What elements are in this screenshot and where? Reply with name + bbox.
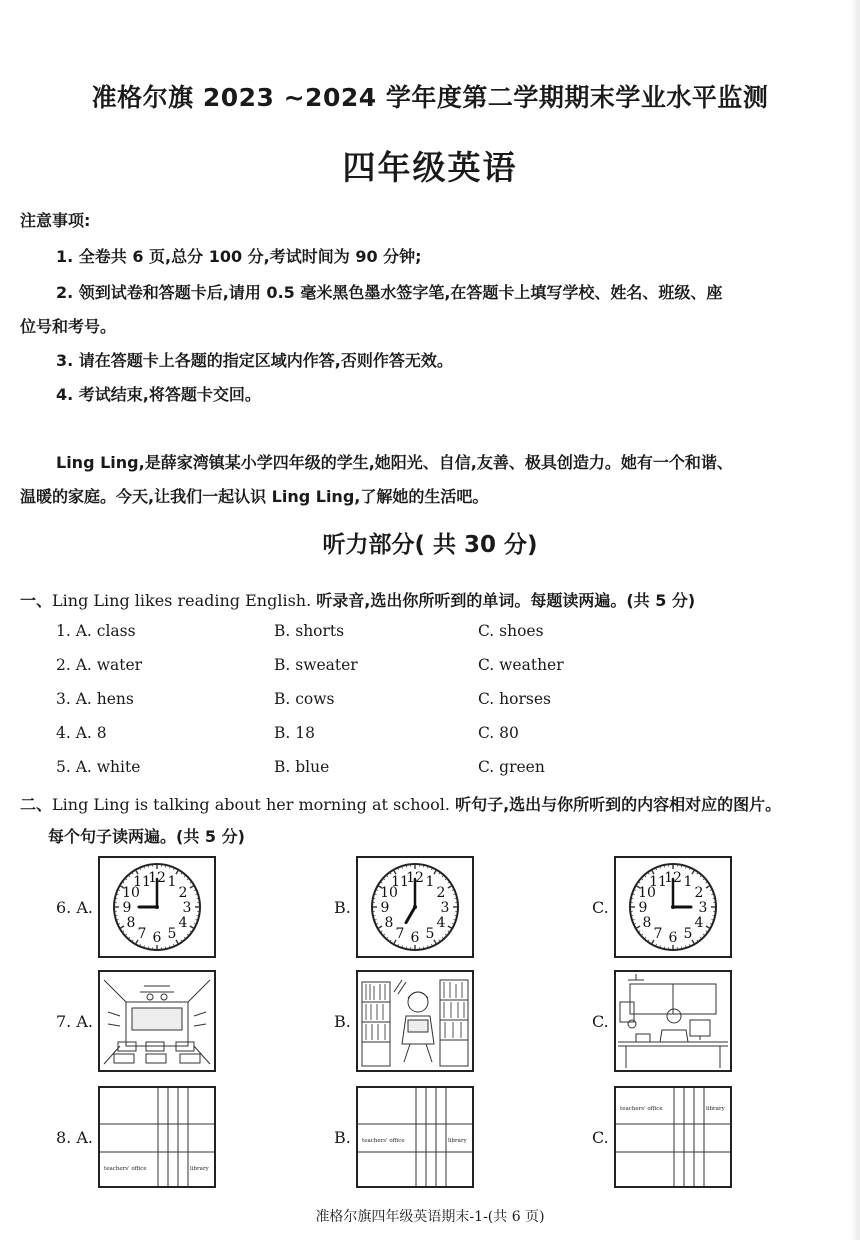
clock-tick [641,879,642,880]
q4-option-c[interactable]: C. 80 [478,724,519,742]
clock-tick [173,868,174,870]
q3-option-b[interactable]: B. cows [274,690,335,708]
clock-tick [181,940,182,942]
clock-tick [125,879,126,880]
clock-number: 11 [649,874,667,891]
clock-tick [125,934,126,935]
clock-tick [398,868,399,870]
q6-label-b: B. [334,898,351,917]
clock-number: 12 [148,870,166,886]
q4-option-a[interactable]: 4. A. 8 [56,724,107,742]
plan-b-office-label: teachers' office [362,1138,405,1144]
clock-icon [358,858,472,956]
clock-tick [697,940,698,942]
clock-tick [390,940,391,942]
clock-tick [448,882,450,883]
clock-tick [132,940,133,942]
q3-option-c[interactable]: C. horses [478,690,551,708]
clock-tick [184,937,185,938]
clock-tick [190,931,192,932]
part1-instructions: 听录音,选出你所听到的单词。每题读两遍。(共 5 分) [316,591,696,610]
clock-tick [442,875,443,876]
clock-tick [445,879,446,880]
classroom-illustration [100,972,214,1070]
clock-number: 8 [384,915,394,931]
q8-label-a: 8. A. [56,1128,93,1147]
clock-tick [656,868,657,870]
q6-picture-a[interactable] [98,856,216,958]
plan-c-library-label: library [706,1106,725,1112]
q1-option-b[interactable]: B. shorts [274,622,345,640]
clock-tick [700,875,701,876]
clock-tick [689,868,690,870]
plan-a-library-label: library [190,1166,209,1172]
floor-plan-b [358,1088,472,1186]
clock-tick [383,934,384,935]
clock-number: 11 [133,874,151,891]
clock-tick [118,890,120,891]
part2-number: 二、 [20,795,53,814]
clock-tick [648,940,649,942]
part1-english: Ling Ling likes reading English. [52,591,312,610]
clock-number: 9 [380,900,390,916]
q7-label-b: B. [334,1012,351,1031]
clock-number: 4 [694,915,704,931]
clock-center [413,905,417,909]
clock-tick [710,890,712,891]
clock-icon [616,858,730,956]
clock-number: 10 [122,885,140,901]
clock-tick [431,944,432,946]
floor-plan-c [616,1088,730,1186]
plan-b-library-label: library [448,1138,467,1144]
clock-number: 6 [410,930,420,946]
clock-tick [181,873,182,875]
clock-tick [387,937,388,938]
notice-item-3: 3. 请在答题卡上各题的指定区域内作答,否则作答无效。 [56,351,453,370]
clock-tick [398,944,399,946]
intro-line-2: 温暖的家庭。今天,让我们一起认识 Ling Ling,了解她的生活吧。 [20,487,489,506]
clock-tick [190,882,192,883]
notice-item-4: 4. 考试结束,将答题卡交回。 [56,385,261,404]
clock-hour-hand [406,907,415,923]
clock-tick [448,931,450,932]
q7-picture-b-library[interactable] [356,970,474,1072]
q6-label-c: C. [592,898,609,917]
clock-number: 2 [436,885,446,901]
part2-instructions-cont: 每个句子读两遍。(共 5 分) [48,827,245,846]
plan-a-office-label: teachers' office [104,1166,147,1172]
clock-center [671,905,675,909]
clock-tick [706,926,710,928]
clock-tick [639,931,641,932]
clock-tick [645,875,646,876]
clock-tick [120,926,124,928]
clock-tick [439,940,440,942]
clock-tick [376,890,378,891]
clock-tick [387,875,388,876]
q7-picture-a-classroom[interactable] [98,970,216,1072]
notice-item-2: 2. 领到试卷和答题卡后,请用 0.5 毫米黑色墨水签字笔,在答题卡上填写学校、姓名、班级、座 [56,283,723,302]
q6-label-a: 6. A. [56,898,93,917]
q8-label-c: C. [592,1128,609,1147]
clock-tick [656,944,657,946]
part1-number: 一、 [20,591,53,610]
q5-option-c[interactable]: C. green [478,758,545,776]
library-illustration [358,972,472,1070]
q2-option-a[interactable]: 2. A. water [56,656,143,674]
clock-tick [381,931,383,932]
clock-tick [703,879,704,880]
clock-number: 1 [683,874,693,891]
q8-label-b: B. [334,1128,351,1147]
clock-tick [452,923,454,924]
clock-number: 3 [698,900,708,916]
clock-number: 4 [178,915,188,931]
clock-tick [431,868,432,870]
clock-tick [641,934,642,935]
clock-tick [452,890,454,891]
clock-tick [118,923,120,924]
clock-tick [140,944,141,946]
page-footer: 准格尔旗四年级英语期末-1-(共 6 页) [315,1209,545,1225]
part1-heading [20,588,695,611]
clock-number: 6 [152,930,162,946]
clock-tick [634,923,636,924]
q7-label-a: 7. A. [56,1012,93,1031]
clock-tick [706,882,708,883]
q3-option-a[interactable]: 3. A. hens [56,690,134,708]
clock-tick [194,923,196,924]
clock-number: 7 [653,925,663,942]
clock-number: 2 [178,885,188,901]
clock-number: 10 [638,885,656,901]
intro-line-1: Ling Ling,是薛家湾镇某小学四年级的学生,她阳光、自信,友善、极具创造力。她有一个和谐、 [56,453,733,472]
clock-tick [634,890,636,891]
clock-tick [184,875,185,876]
clock-number: 3 [440,900,450,916]
clock-tick [706,931,708,932]
clock-number: 8 [126,915,136,931]
clock-tick [173,944,174,946]
clock-tick [129,937,130,938]
part2-heading-cont [48,824,245,847]
clock-number: 7 [137,925,147,942]
clock-tick [445,934,446,935]
clock-tick [190,886,194,888]
clock-number: 7 [395,925,405,942]
clock-number: 10 [380,885,398,901]
clock-number: 6 [668,930,678,946]
clock-tick [123,882,125,883]
clock-number: 12 [406,870,424,886]
clock-tick [129,875,130,876]
clock-icon [100,858,214,956]
exam-subject: 四年级英语 [342,148,518,187]
clock-number: 5 [167,925,177,942]
q1-option-c[interactable]: C. shoes [478,622,544,640]
clock-tick [194,890,196,891]
q2-option-b[interactable]: B. sweater [274,656,358,674]
q8-picture-c-plan[interactable] [614,1086,732,1188]
clock-tick [381,882,383,883]
clock-tick [187,934,188,935]
clock-tick [639,882,641,883]
clock-number: 5 [683,925,693,942]
clock-tick [190,926,194,928]
clock-number: 3 [182,900,192,916]
clock-tick [706,886,710,888]
clock-number: 2 [694,885,704,901]
clock-tick [439,873,440,875]
clock-number: 1 [425,874,435,891]
notice-item-1: 1. 全卷共 6 页,总分 100 分,考试时间为 90 分钟; [56,247,422,266]
q6-picture-c[interactable] [614,856,732,958]
q5-option-a[interactable]: 5. A. white [56,758,141,776]
clock-tick [448,886,452,888]
clock-tick [187,879,188,880]
q7-picture-c-office[interactable] [614,970,732,1072]
clock-tick [378,926,382,928]
q1-option-a[interactable]: 1. A. class [56,622,136,640]
clock-tick [689,944,690,946]
clock-tick [123,931,125,932]
clock-number: 11 [391,874,409,891]
clock-number: 9 [122,900,132,916]
clock-tick [636,926,640,928]
floor-plan-a [100,1088,214,1186]
q8-picture-a-plan[interactable] [98,1086,216,1188]
part2-english: Ling Ling is talking about her morning at school. [52,795,450,814]
q7-label-c: C. [592,1012,609,1031]
notice-item-2-cont: 位号和考号。 [20,317,117,336]
part2-heading [20,792,781,815]
exam-title: 准格尔旗 2023 ~2024 学年度第二学期期末学业水平监测 [91,83,769,112]
clock-number: 12 [664,870,682,886]
clock-number: 8 [642,915,652,931]
clock-tick [710,923,712,924]
q2-option-c[interactable]: C. weather [478,656,564,674]
clock-number: 5 [425,925,435,942]
clock-tick [703,934,704,935]
q5-option-b[interactable]: B. blue [274,758,330,776]
part2-instructions: 听句子,选出与你所听到的内容相对应的图片。 [455,795,782,814]
office-illustration [616,972,730,1070]
clock-tick [697,873,698,875]
q6-picture-b[interactable] [356,856,474,958]
q4-option-b[interactable]: B. 18 [274,724,315,742]
section-title: 听力部分( 共 30 分) [322,532,538,558]
notice-label: 注意事项: [20,211,91,230]
clock-tick [383,879,384,880]
clock-center [155,905,159,909]
clock-tick [140,868,141,870]
clock-tick [448,926,452,928]
clock-number: 4 [436,915,446,931]
clock-tick [645,937,646,938]
q8-picture-b-plan[interactable] [356,1086,474,1188]
clock-tick [376,923,378,924]
plan-c-office-label: teachers' office [620,1106,663,1112]
clock-number: 9 [638,900,648,916]
clock-tick [442,937,443,938]
clock-number: 1 [167,874,177,891]
clock-tick [700,937,701,938]
